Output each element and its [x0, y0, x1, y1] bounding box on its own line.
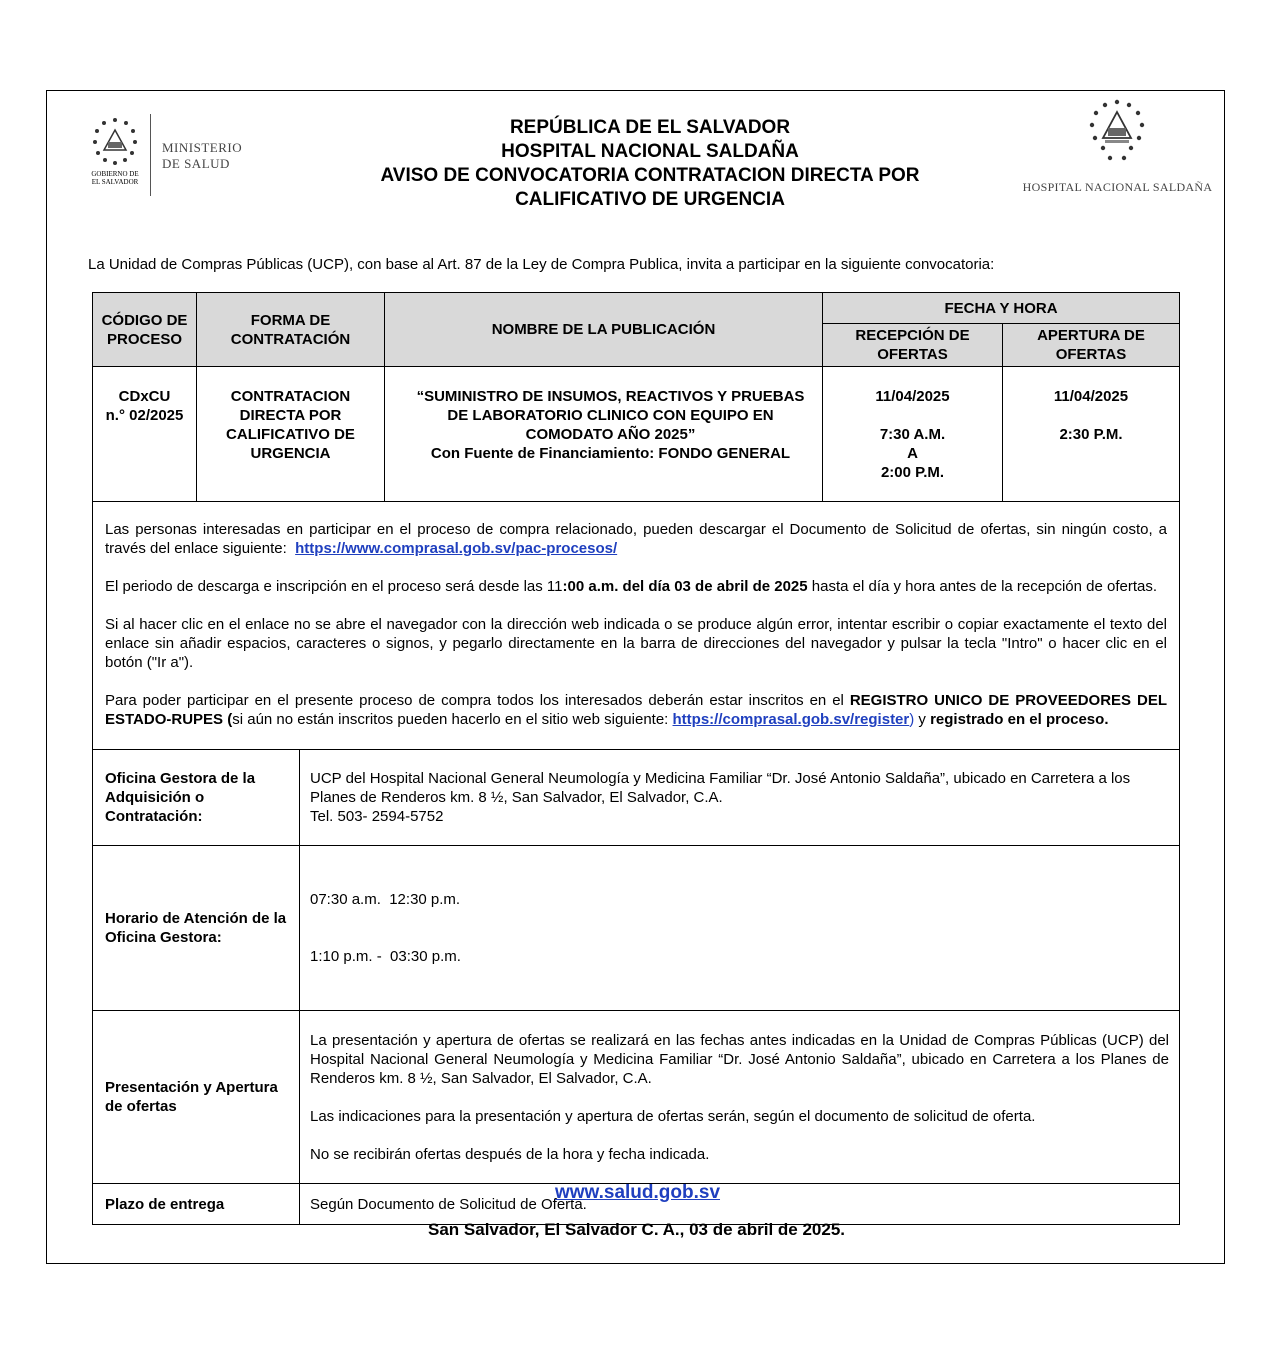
value-plazo: Según Documento de Solicitud de Oferta. [300, 1184, 1180, 1225]
hospital-caption: HOSPITAL NACIONAL SALDAÑA [1022, 180, 1213, 194]
footer-date: San Salvador, El Salvador C. A., 03 de abril de 2025. [428, 1220, 845, 1239]
ministerio-salud-logo [82, 112, 262, 202]
cell-recepcion: 11/04/2025 7:30 A.M. A 2:00 P.M. [823, 367, 1003, 502]
comprasal-register-link[interactable]: https://comprasal.gob.sv/register [672, 711, 910, 728]
label-plazo: Plazo de entrega [93, 1184, 300, 1225]
paragraph-rupes: Para poder participar en el presente proceso de compra todos los interesados deberán estar inscritos en el REGISTRO UNICO DE PROVEEDORES DEL ESTADO-RUPES (si aún no están inscritos pueden hacerlo en el sitio web siguiente: https://comprasal.gob.sv/register) y registrado en el proceso. [105, 692, 1168, 728]
title-line-3: AVISO DE CONVOCATORIA CONTRATACION DIRECTA POR [380, 165, 920, 186]
intro-text: La Unidad de Compras Públicas (UCP), con base al Art. 87 de la Ley de Compra Publica, invita a participar en la siguiente convocatoria: [88, 256, 995, 273]
logo-divider [150, 114, 151, 196]
cell-forma: CONTRATACION DIRECTA POR CALIFICATIVO DE URGENCIA [197, 367, 385, 502]
paragraph-download: Las personas interesadas en participar en el proceso de compra relacionado, pueden descargar el Documento de Solicitud de ofertas, sin ningún costo, a través del enlace siguiente: https://www.comprasal.gob.sv/pac-procesos/ [105, 521, 1167, 557]
info-table [92, 501, 1180, 1225]
svg-text:EL SALVADOR: EL SALVADOR [91, 178, 139, 186]
document-title [300, 116, 1000, 212]
title-line-4: CALIFICATIVO DE URGENCIA [515, 189, 785, 210]
coat-of-arms-icon [82, 112, 152, 194]
value-oficina: UCP del Hospital Nacional General Neumología y Medicina Familiar “Dr. José Antonio Saldaña”, ubicado en Carretera a los Planes de Renderos km. 8 ½, San Salvador, El Salvador, C.A. Tel. 503- 2594-5752 [300, 750, 1180, 846]
ministerio-text: MINISTERIO [162, 140, 243, 155]
body-text-cell [93, 502, 1180, 750]
coat-of-arms-icon [1077, 98, 1157, 170]
header-apertura: APERTURA DE OFERTAS [1003, 324, 1180, 367]
paragraph-instructions: Si al hacer clic en el enlace no se abre el navegador con la dirección web indicada o se produce algún error, intentar escribir o copiar exactamente el texto del enlace sin añadir espacios, caracteres o signos, y pegarlo directamente en la barra de direcciones del navegador y pulsar la tecla "Intro" o hacer clic en el botón ("Ir a"). [105, 616, 1167, 671]
info-row-oficina [93, 750, 1180, 846]
hospital-saldana-logo [1020, 98, 1215, 198]
label-oficina: Oficina Gestora de la Adquisición o Contratación: [93, 750, 300, 846]
header-forma: FORMA DE CONTRATACIÓN [197, 293, 385, 367]
salud-website-link[interactable]: www.salud.gob.sv [554, 1182, 721, 1203]
title-line-1: REPÚBLICA DE EL SALVADOR [509, 117, 791, 138]
title-line-2: HOSPITAL NACIONAL SALDAÑA [501, 141, 799, 162]
table-row [93, 367, 1180, 502]
info-row-horario [93, 846, 1180, 1011]
cell-nombre: “SUMINISTRO DE INSUMOS, REACTIVOS Y PRUEBAS DE LABORATORIO CLINICO CON EQUIPO EN COMODATO AÑO 2025” Con Fuente de Financiamiento: FONDO GENERAL [385, 367, 823, 502]
paragraph-period: El periodo de descarga e inscripción en el proceso será desde las 11:00 a.m. del día 03 de abril de 2025 hasta el día y hora antes de la recepción de ofertas. [105, 578, 1158, 595]
info-row-presentacion [93, 1011, 1180, 1184]
cell-apertura: 11/04/2025 2:30 P.M. [1003, 367, 1180, 502]
footer-website [0, 1182, 1275, 1204]
de-salud-text: DE SALUD [162, 156, 230, 171]
cell-codigo: CDxCU n.° 02/2025 [93, 367, 197, 502]
value-horario: 07:30 a.m. 12:30 p.m. 1:10 p.m. - 03:30 p.m. [300, 846, 1180, 1011]
comprasal-procesos-link[interactable]: https://www.comprasal.gob.sv/pac-procesos/ [295, 540, 618, 557]
process-table [92, 292, 1180, 502]
header-codigo: CÓDIGO DE PROCESO [93, 293, 197, 367]
header-fecha-hora: FECHA Y HORA [823, 293, 1180, 324]
header-recepcion: RECEPCIÓN DE OFERTAS [823, 324, 1003, 367]
value-presentacion: La presentación y apertura de ofertas se realizará en las fechas antes indicadas en la Unidad de Compras Públicas (UCP) del Hospital Nacional General Neumología y Medicina Familiar “Dr. José Antonio Saldaña”, ubicado en Carretera a los Planes de Renderos km. 8 ½, San Salvador, El Salvador, C.A. Las indicaciones para la presentación y apertura de ofertas serán, según el documento de solicitud de oferta. No se recibirán ofertas después de la hora y fecha indicada. [300, 1011, 1180, 1184]
label-presentacion: Presentación y Apertura de ofertas [93, 1011, 300, 1184]
label-horario: Horario de Atención de la Oficina Gestora: [93, 846, 300, 1011]
header-nombre: NOMBRE DE LA PUBLICACIÓN [385, 293, 823, 367]
svg-text:GOBIERNO DE: GOBIERNO DE [91, 170, 139, 178]
